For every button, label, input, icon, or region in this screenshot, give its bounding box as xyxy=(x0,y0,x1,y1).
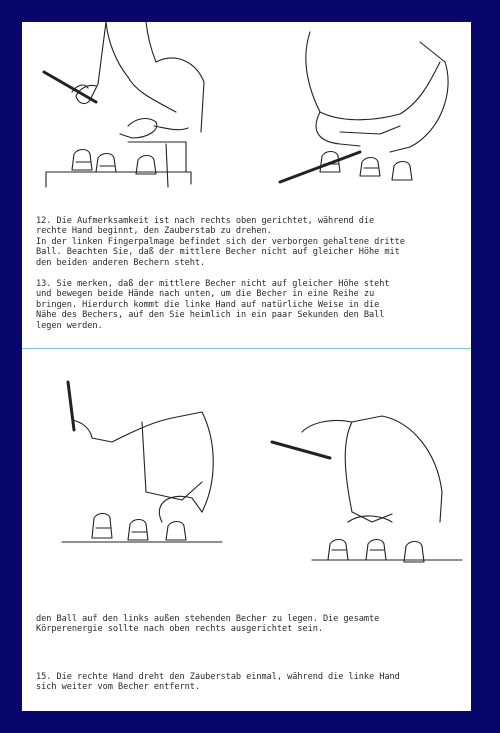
illustration-step-12 xyxy=(36,22,201,187)
booklet-page xyxy=(22,22,471,711)
step-15-text: 15. Die rechte Hand dreht den Zauberstab einmal, während die linke Hand sich weiter vom Becher entfernt. xyxy=(36,672,400,693)
step-14-continued-text: den Ball auf den links außen stehenden Becher zu legen. Die gesamte Körperenergie sollte nach oben rechts ausgerichtet sein. xyxy=(36,614,380,635)
illustration-step-14b xyxy=(272,382,462,567)
step-12-text: 12. Die Aufmerksamkeit ist nach rechts oben gerichtet, während die rechte Hand beginnt, den Zauberstab zu drehen. In der linken Fingerpalmage befindet sich der verborgen gehaltene dritte Ball. Beachten Sie, daß der mittlere Becher nicht auf gleicher Höhe mit den beiden anderen Bechern steht. xyxy=(36,216,405,268)
illustration-step-12b xyxy=(280,22,460,187)
divider-line xyxy=(22,348,471,349)
step-13-text: 13. Sie merken, daß der mittlere Becher nicht auf gleicher Höhe steht und bewegen beide Hände nach unten, um die Becher in eine Reihe zu bringen. Hierdurch kommt die linke Hand auf natürliche Weise in die Nähe des Bechers, auf den Sie heimlich in ein paar Sekunden den Ball legen werden. xyxy=(36,279,390,331)
illustration-step-14a xyxy=(42,382,222,542)
